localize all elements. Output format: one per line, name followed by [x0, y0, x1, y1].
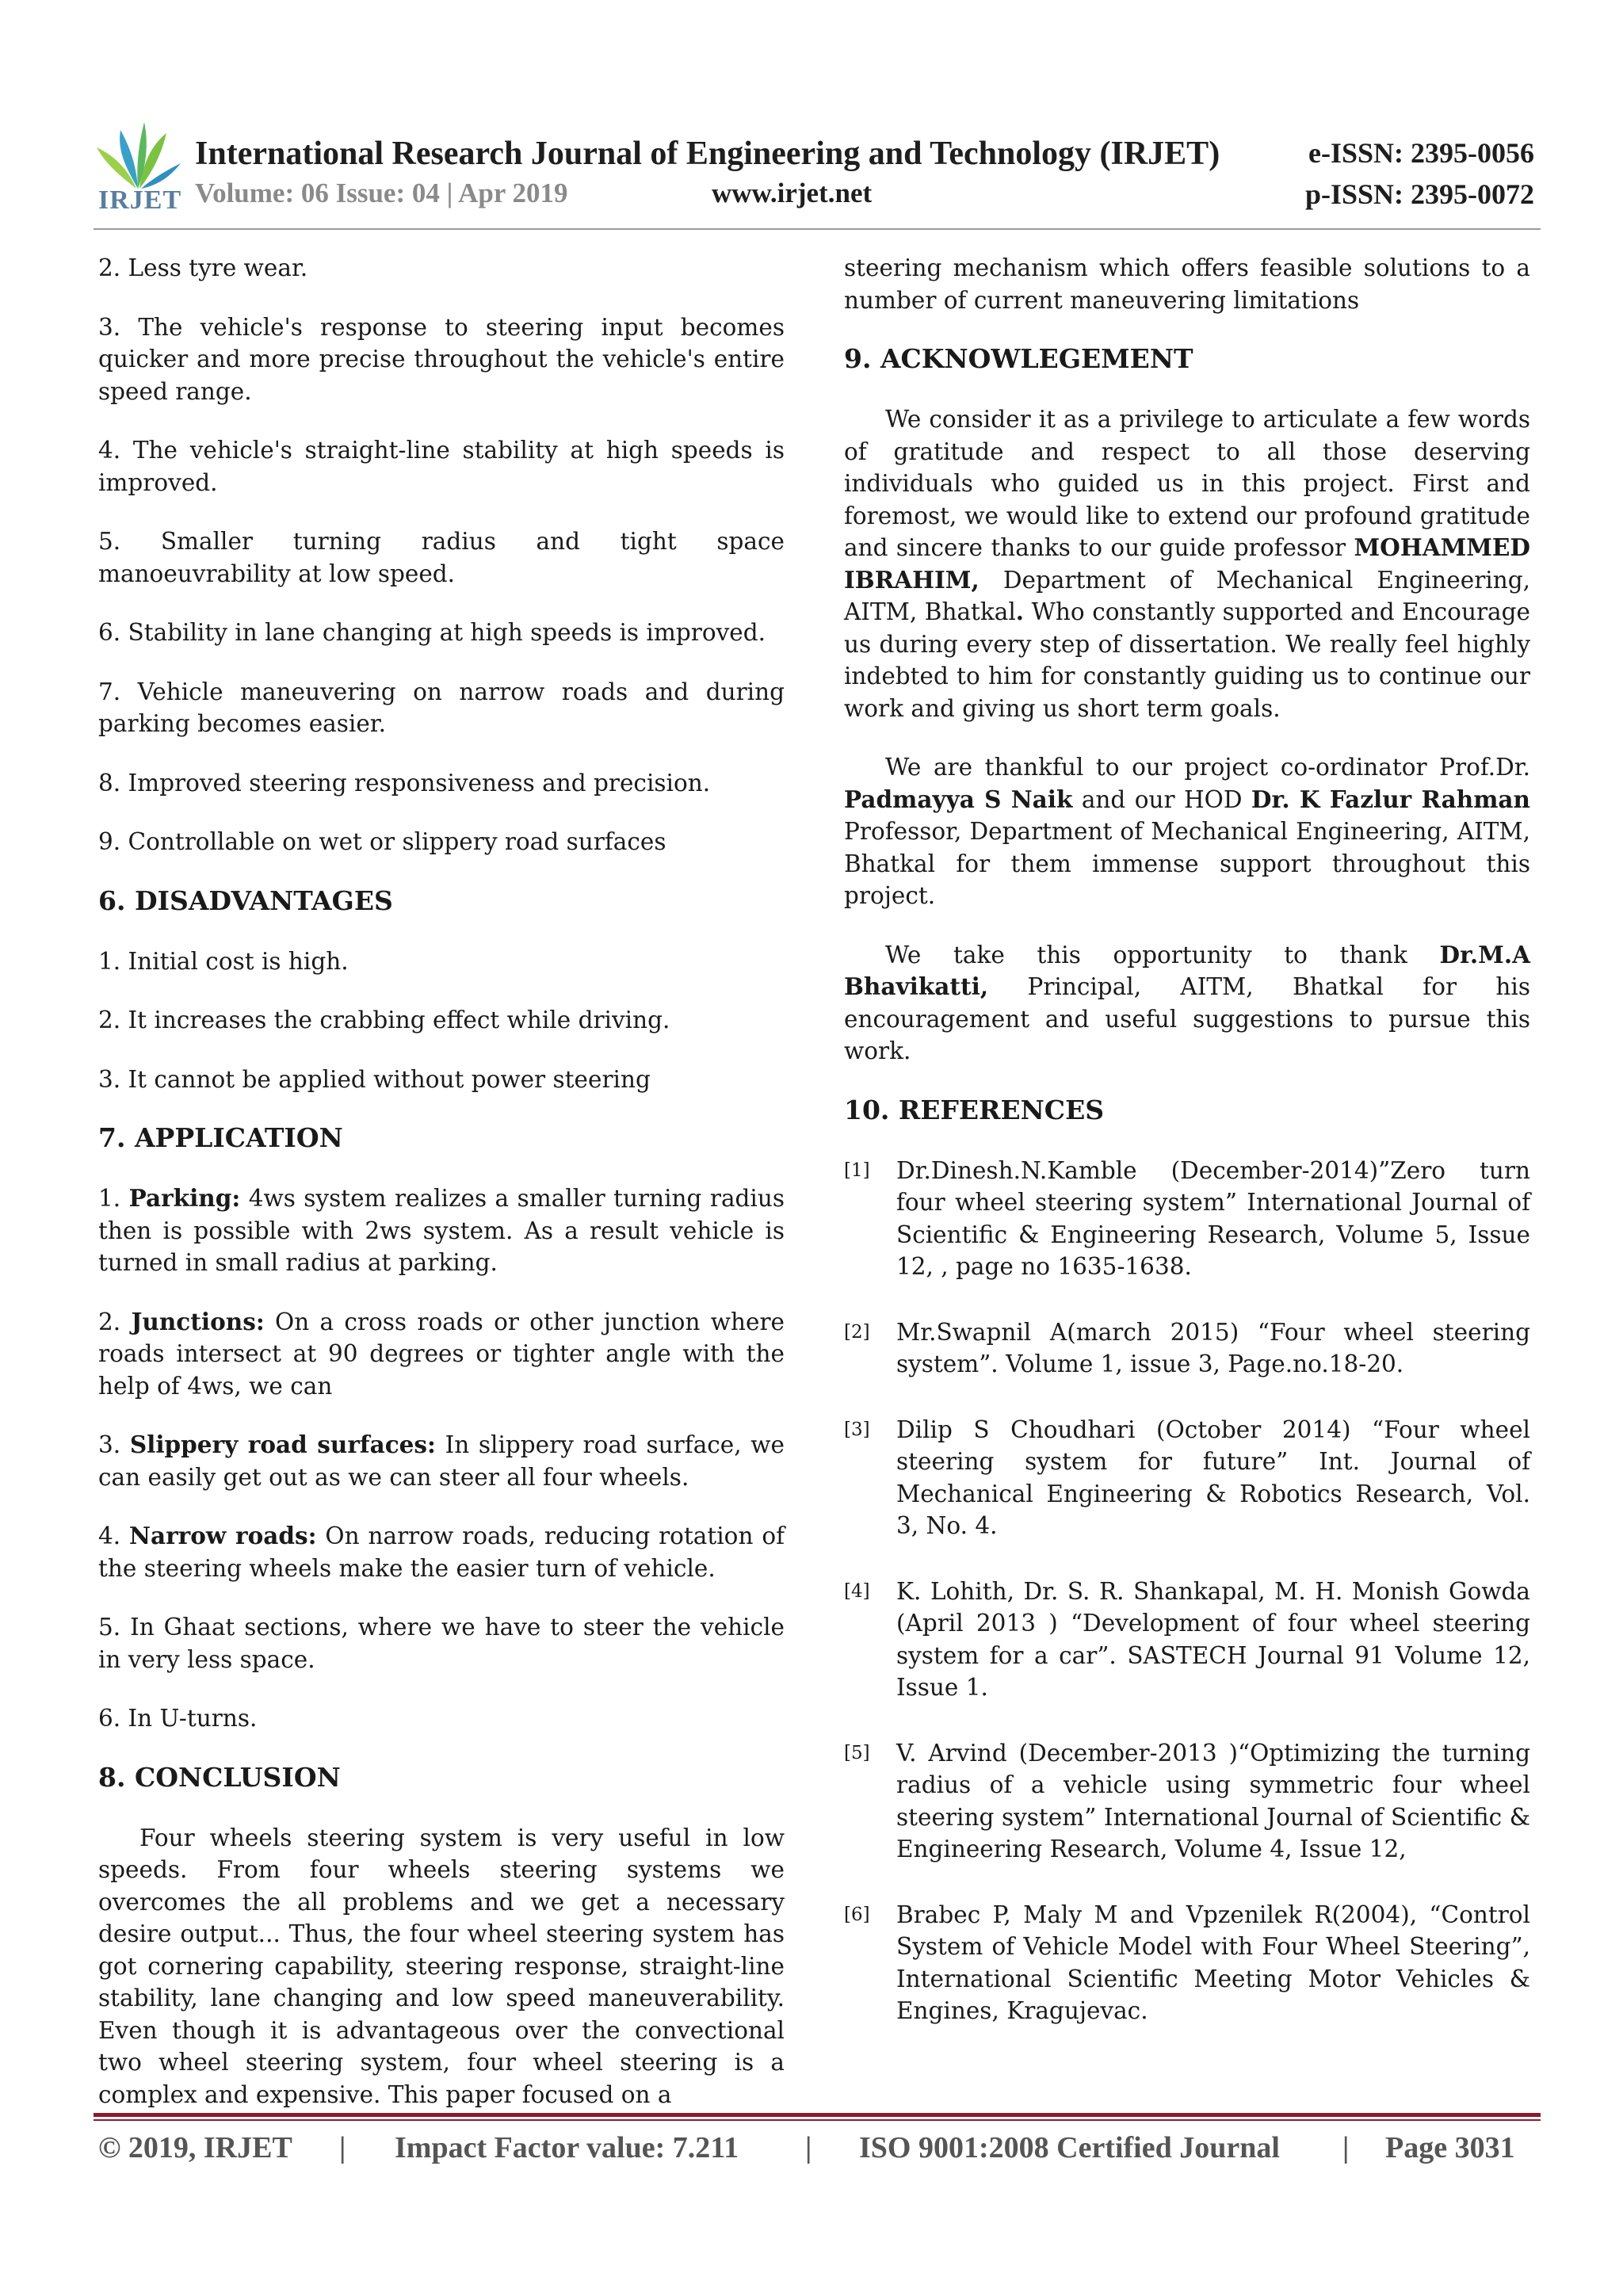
page-footer	[98, 2130, 1545, 2178]
journal-title: International Research Journal of Engineering and Technology (IRJET)	[195, 136, 1220, 172]
item-number: 3.	[98, 1431, 130, 1458]
advantage-item: 5. Smaller turning radius and tight space manoeuvrability at low speed.	[98, 528, 785, 587]
person-name: Dr.M.A Bhavikatti,	[844, 940, 1530, 1000]
footer-impact-factor: Impact Factor value: 7.211	[395, 2131, 739, 2164]
footer-page-number: Page 3031	[1385, 2131, 1515, 2164]
reference-number: [5]	[844, 1742, 870, 1763]
reference-number: [3]	[844, 1419, 870, 1440]
item-term: Narrow roads:	[129, 1522, 317, 1549]
acknowledgement-paragraph	[844, 751, 1530, 912]
footer-divider-thin	[94, 2119, 1541, 2121]
reference-text: Brabec P, Maly M and Vpzenilek R(2004), “Control System of Vehicle Model with Four Wheel Steering”, International Scientific Meeting Motor Vehicles & Engines, Kragujevac.	[896, 1901, 1530, 2024]
acknowledgement-paragraph	[844, 403, 1530, 724]
pissn: p-ISSN: 2395-0072	[1304, 178, 1534, 210]
item-text: 4ws system realizes a smaller turning radius then is possible with 2ws system. As a result vehicle is turned in small radius at parking.	[98, 1185, 785, 1276]
header-divider	[94, 228, 1541, 230]
application-item: 5. In Ghaat sections, where we have to steer the vehicle in very less space.	[98, 1614, 785, 1673]
item-number: 2.	[98, 1308, 132, 1335]
disadvantage-item: 3. It cannot be applied without power steering	[98, 1065, 651, 1093]
text-run: We take this opportunity to thank	[885, 941, 1440, 968]
person-name: Dr. K Fazlur Rahman	[1251, 785, 1530, 813]
item-text: In slippery road surface, we can easily get out as we can steer all four wheels.	[98, 1431, 785, 1491]
volume-info: Volume: 06 Issue: 04 | Apr 2019	[195, 178, 568, 208]
reference-number: [2]	[844, 1321, 870, 1343]
person-name: MOHAMMED IBRAHIM,	[844, 533, 1530, 594]
application-heading: 7. APPLICATION	[98, 1122, 343, 1153]
application-item	[98, 1182, 785, 1279]
acknowledgement-paragraph	[844, 939, 1530, 1068]
item-text: On a cross roads or other junction where roads intersect at 90 degrees or tighter angle with the help of 4ws, we can	[98, 1308, 785, 1400]
page-header	[94, 119, 1541, 230]
advantage-item: 8. Improved steering responsiveness and precision.	[98, 769, 711, 797]
reference-text: K. Lohith, Dr. S. R. Shankapal, M. H. Monish Gowda (April 2013 ) “Development of four wheel steering system for a car”. SASTECH Journal 91 Volume 12, Issue 1.	[896, 1577, 1530, 1701]
journal-website-link[interactable]: www.irjet.net	[712, 178, 873, 208]
right-column	[844, 252, 1530, 2061]
application-item	[98, 1306, 785, 1403]
footer-iso: ISO 9001:2008 Certified Journal	[859, 2131, 1280, 2164]
item-number: 4.	[98, 1522, 130, 1549]
disadvantage-item: 1. Initial cost is high.	[98, 947, 349, 975]
conclusion-heading: 8. CONCLUSION	[98, 1761, 341, 1793]
application-item	[98, 1429, 785, 1493]
left-column	[98, 252, 785, 2137]
text-run: and our HOD	[1072, 785, 1251, 813]
reference-text: Dilip S Choudhari (October 2014) “Four wheel steering system for future” Int. Journal of Mechanical Engineering & Robotics Research, Vol. 3, No. 4.	[896, 1415, 1530, 1539]
footer-separator: |	[339, 2131, 346, 2164]
advantage-item: 3. The vehicle's response to steering input becomes quicker and more precise throughout the vehicle's entire speed range.	[98, 313, 785, 405]
reference-text: Dr.Dinesh.N.Kamble (December-2014)”Zero turn four wheel steering system” International Journal of Scientific & Engineering Research, Volume 5, Issue 12, , page no 1635-1638.	[896, 1156, 1530, 1280]
item-term: Junctions:	[131, 1307, 265, 1335]
conclusion-continuation: steering mechanism which offers feasible solutions to a number of current maneuvering limitations	[844, 254, 1530, 314]
text-run: Department of Mechanical Engineering, AITM, Bhatkal	[844, 566, 1530, 625]
acknowledgement-heading: 9. ACKNOWLEGEMENT	[844, 343, 1193, 374]
disadvantage-item: 2. It increases the crabbing effect while driving.	[98, 1007, 670, 1033]
eissn: e-ISSN: 2395-0056	[1308, 137, 1534, 169]
advantage-item: 2. Less tyre wear.	[98, 254, 308, 281]
reference-item	[844, 1155, 1530, 1283]
reference-text: V. Arvind (December-2013 )“Optimizing the turning radius of a vehicle using symmetric four wheel steering system” International Journal of Scientific & Engineering Research, Volume 4, Issue 12,	[896, 1739, 1530, 1862]
references-heading: 10. REFERENCES	[844, 1094, 1105, 1125]
text-run: Professor, Department of Mechanical Engineering, AITM, Bhatkal for them immense support throughout this project.	[844, 818, 1530, 909]
item-term: Parking:	[128, 1184, 241, 1212]
text-run: Who constantly supported and Encourage us during every step of dissertation. We really feel highly indebted to him for constantly guiding us to continue our work and giving us short term goals.	[844, 598, 1530, 722]
footer-separator: |	[1342, 2131, 1350, 2164]
advantage-item: 9. Controllable on wet or slippery road surfaces	[98, 828, 666, 855]
text-run: Principal, AITM, Bhatkal for his encouragement and useful suggestions to pursue this work.	[844, 973, 1530, 1064]
person-name: Padmayya S Naik	[844, 785, 1073, 813]
application-item: 6. In U-turns.	[98, 1705, 258, 1732]
reference-number: [1]	[844, 1159, 870, 1181]
logo-text: IRJET	[98, 185, 182, 215]
text-run: .	[1015, 598, 1025, 625]
reference-text: Mr.Swapnil A(march 2015) “Four wheel steering system”. Volume 1, issue 3, Page.no.18-20.	[896, 1318, 1530, 1377]
item-number: 1.	[98, 1185, 129, 1212]
reference-number: [6]	[844, 1904, 870, 1925]
reference-item	[844, 1899, 1530, 2027]
footer-separator: |	[805, 2131, 812, 2164]
reference-number: [4]	[844, 1580, 870, 1602]
advantage-item: 7. Vehicle maneuvering on narrow roads and during parking becomes easier.	[98, 678, 785, 737]
disadvantages-heading: 6. DISADVANTAGES	[98, 884, 393, 916]
item-text: On narrow roads, reducing rotation of the steering wheels make the easier turn of vehicle.	[98, 1522, 785, 1582]
footer-copyright: © 2019, IRJET	[98, 2131, 292, 2164]
reference-item	[844, 1316, 1530, 1381]
application-item	[98, 1520, 785, 1584]
advantage-item: 4. The vehicle's straight-line stability at high speeds is improved.	[98, 437, 785, 496]
text-run: We consider it as a privilege to articulate a few words of gratitude and respect to all those deserving individuals who guided us in this project. First and foremost, we would like to extend our profound gratitude and sincere thanks to our guide professor	[844, 406, 1530, 561]
reference-item	[844, 1737, 1530, 1866]
reference-item	[844, 1576, 1530, 1704]
advantage-item: 6. Stability in lane changing at high speeds is improved.	[98, 619, 766, 646]
text-run: We are thankful to our project co-ordinator Prof.Dr.	[885, 754, 1530, 781]
reference-item	[844, 1414, 1530, 1542]
footer-divider	[94, 2113, 1541, 2117]
item-term: Slippery road surfaces:	[129, 1431, 436, 1458]
conclusion-text: Four wheels steering system is very useful in low speeds. From four wheels steering systems we overcomes the all problems and we get a necessary desire output... Thus, the four wheel steering system has got cornering capability, steering response, straight-line stability, lane changing and low speed maneuverability. Even though it is advantageous over the convectional two wheel steering system, four wheel steering is a complex and expensive. This paper focused on a	[98, 1824, 785, 2108]
